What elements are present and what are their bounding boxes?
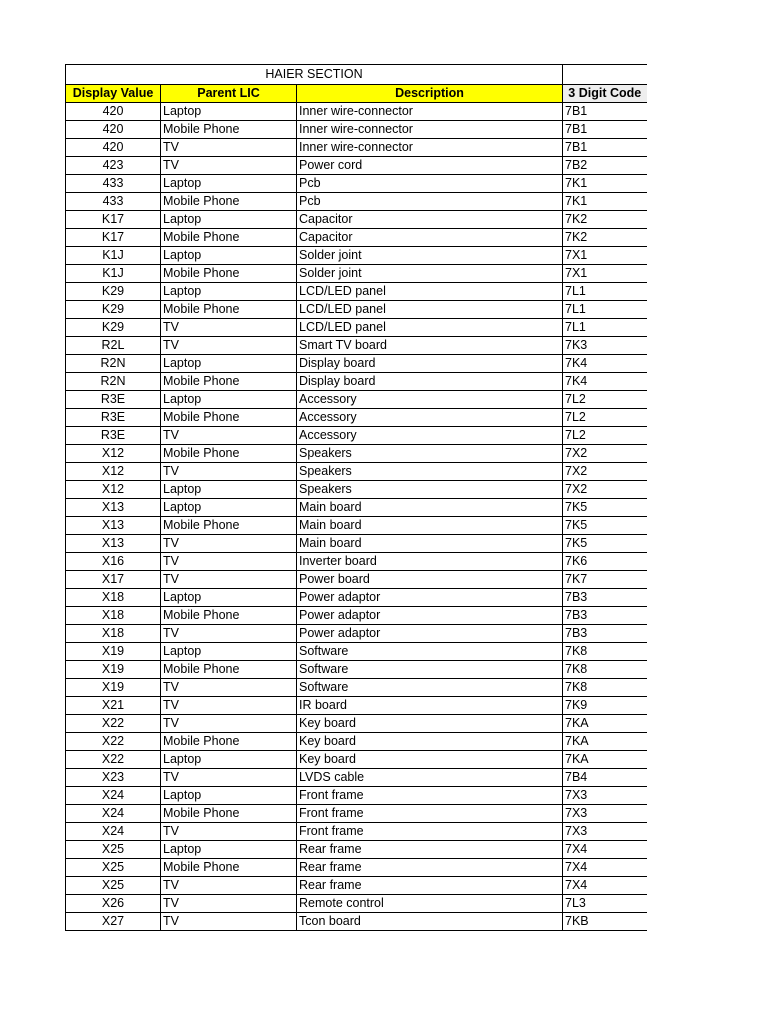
cell-parent-lic: Mobile Phone [161, 661, 297, 679]
cell-description: Accessory [297, 391, 563, 409]
cell-3-digit-code: 7K5 [563, 517, 647, 535]
cell-description: Main board [297, 517, 563, 535]
cell-3-digit-code: 7L3 [563, 895, 647, 913]
table-row [66, 301, 647, 319]
cell-display-value: X12 [66, 445, 161, 463]
cell-parent-lic: TV [161, 571, 297, 589]
cell-parent-lic: TV [161, 463, 297, 481]
cell-parent-lic: Mobile Phone [161, 193, 297, 211]
cell-3-digit-code: 7X4 [563, 877, 647, 895]
table-row [66, 499, 647, 517]
cell-3-digit-code: 7B3 [563, 589, 647, 607]
cell-description: Capacitor [297, 211, 563, 229]
cell-display-value: X19 [66, 679, 161, 697]
cell-parent-lic: Mobile Phone [161, 265, 297, 283]
cell-3-digit-code: 7B1 [563, 103, 647, 121]
header-display-value: Display Value [66, 85, 161, 103]
cell-description: Accessory [297, 409, 563, 427]
table-row [66, 463, 647, 481]
cell-3-digit-code: 7K2 [563, 229, 647, 247]
table-row [66, 553, 647, 571]
cell-display-value: X18 [66, 625, 161, 643]
cell-display-value: X18 [66, 607, 161, 625]
cell-description: Power board [297, 571, 563, 589]
cell-parent-lic: Laptop [161, 211, 297, 229]
cell-display-value: X13 [66, 499, 161, 517]
cell-description: Display board [297, 355, 563, 373]
cell-description: Remote control [297, 895, 563, 913]
cell-parent-lic: Mobile Phone [161, 301, 297, 319]
cell-description: Software [297, 679, 563, 697]
cell-3-digit-code: 7K4 [563, 355, 647, 373]
cell-3-digit-code: 7X3 [563, 823, 647, 841]
table-row [66, 589, 647, 607]
haier-section-table [65, 64, 647, 931]
table-row [66, 823, 647, 841]
cell-parent-lic: Mobile Phone [161, 121, 297, 139]
cell-display-value: 420 [66, 103, 161, 121]
cell-parent-lic: Mobile Phone [161, 445, 297, 463]
cell-3-digit-code: 7X2 [563, 445, 647, 463]
cell-parent-lic: Laptop [161, 499, 297, 517]
cell-description: LVDS cable [297, 769, 563, 787]
cell-parent-lic: Mobile Phone [161, 805, 297, 823]
cell-3-digit-code: 7K4 [563, 373, 647, 391]
cell-parent-lic: Laptop [161, 283, 297, 301]
header-row [66, 85, 647, 103]
cell-description: Inner wire-connector [297, 121, 563, 139]
cell-description: Front frame [297, 805, 563, 823]
cell-parent-lic: Mobile Phone [161, 409, 297, 427]
cell-display-value: 420 [66, 139, 161, 157]
cell-description: Solder joint [297, 265, 563, 283]
table-row [66, 481, 647, 499]
cell-3-digit-code: 7X3 [563, 805, 647, 823]
cell-description: Power adaptor [297, 607, 563, 625]
cell-display-value: X24 [66, 805, 161, 823]
table-row [66, 139, 647, 157]
table-row [66, 805, 647, 823]
table-row [66, 607, 647, 625]
table-row [66, 175, 647, 193]
cell-description: Software [297, 643, 563, 661]
cell-parent-lic: TV [161, 427, 297, 445]
table-row [66, 355, 647, 373]
cell-description: Power cord [297, 157, 563, 175]
cell-description: Inner wire-connector [297, 103, 563, 121]
cell-display-value: X13 [66, 535, 161, 553]
cell-description: LCD/LED panel [297, 283, 563, 301]
cell-parent-lic: Mobile Phone [161, 517, 297, 535]
cell-3-digit-code: 7X2 [563, 463, 647, 481]
cell-parent-lic: Mobile Phone [161, 607, 297, 625]
cell-parent-lic: TV [161, 679, 297, 697]
cell-parent-lic: TV [161, 625, 297, 643]
table-row [66, 787, 647, 805]
cell-description: Pcb [297, 175, 563, 193]
header-description: Description [297, 85, 563, 103]
cell-3-digit-code: 7L2 [563, 409, 647, 427]
table-row [66, 373, 647, 391]
cell-description: Power adaptor [297, 625, 563, 643]
cell-description: IR board [297, 697, 563, 715]
cell-display-value: X13 [66, 517, 161, 535]
cell-3-digit-code: 7B3 [563, 625, 647, 643]
table-row [66, 733, 647, 751]
table-row [66, 391, 647, 409]
cell-3-digit-code: 7KA [563, 733, 647, 751]
cell-3-digit-code: 7B1 [563, 121, 647, 139]
table-row [66, 283, 647, 301]
cell-parent-lic: TV [161, 337, 297, 355]
table-row [66, 535, 647, 553]
table-title: HAIER SECTION [66, 65, 563, 85]
cell-description: Smart TV board [297, 337, 563, 355]
cell-display-value: 420 [66, 121, 161, 139]
cell-description: Tcon board [297, 913, 563, 931]
cell-description: Front frame [297, 823, 563, 841]
cell-parent-lic: Mobile Phone [161, 373, 297, 391]
cell-display-value: R2N [66, 373, 161, 391]
cell-parent-lic: Laptop [161, 175, 297, 193]
table-row [66, 193, 647, 211]
cell-display-value: 433 [66, 175, 161, 193]
cell-parent-lic: TV [161, 157, 297, 175]
cell-3-digit-code: 7X4 [563, 859, 647, 877]
cell-description: Capacitor [297, 229, 563, 247]
cell-display-value: X16 [66, 553, 161, 571]
cell-display-value: X19 [66, 643, 161, 661]
cell-3-digit-code: 7L1 [563, 319, 647, 337]
table-row [66, 679, 647, 697]
table-row [66, 661, 647, 679]
cell-description: Inner wire-connector [297, 139, 563, 157]
cell-display-value: X24 [66, 823, 161, 841]
cell-display-value: X21 [66, 697, 161, 715]
cell-description: Accessory [297, 427, 563, 445]
cell-3-digit-code: 7K2 [563, 211, 647, 229]
cell-display-value: K1J [66, 265, 161, 283]
title-row [66, 65, 647, 85]
cell-description: Main board [297, 499, 563, 517]
cell-parent-lic: Mobile Phone [161, 859, 297, 877]
cell-description: Front frame [297, 787, 563, 805]
cell-display-value: X25 [66, 877, 161, 895]
cell-display-value: 433 [66, 193, 161, 211]
table-row [66, 157, 647, 175]
table-row [66, 265, 647, 283]
cell-display-value: X12 [66, 463, 161, 481]
table-row [66, 337, 647, 355]
cell-display-value: R2N [66, 355, 161, 373]
cell-parent-lic: TV [161, 913, 297, 931]
cell-display-value: K17 [66, 211, 161, 229]
cell-parent-lic: Mobile Phone [161, 733, 297, 751]
table-row [66, 409, 647, 427]
cell-3-digit-code: 7X1 [563, 247, 647, 265]
cell-3-digit-code: 7L2 [563, 391, 647, 409]
cell-display-value: K17 [66, 229, 161, 247]
table-row [66, 697, 647, 715]
cell-parent-lic: Laptop [161, 589, 297, 607]
cell-3-digit-code: 7X2 [563, 481, 647, 499]
cell-parent-lic: TV [161, 139, 297, 157]
cell-parent-lic: TV [161, 535, 297, 553]
cell-3-digit-code: 7X3 [563, 787, 647, 805]
cell-parent-lic: Laptop [161, 355, 297, 373]
cell-display-value: X22 [66, 715, 161, 733]
cell-description: Key board [297, 751, 563, 769]
cell-description: Key board [297, 715, 563, 733]
cell-display-value: X27 [66, 913, 161, 931]
cell-3-digit-code: 7K3 [563, 337, 647, 355]
cell-3-digit-code: 7K6 [563, 553, 647, 571]
cell-parent-lic: Laptop [161, 841, 297, 859]
cell-parent-lic: TV [161, 319, 297, 337]
cell-3-digit-code: 7X1 [563, 265, 647, 283]
table-row [66, 445, 647, 463]
cell-display-value: R3E [66, 427, 161, 445]
cell-description: Rear frame [297, 859, 563, 877]
cell-3-digit-code: 7B1 [563, 139, 647, 157]
cell-parent-lic: Laptop [161, 751, 297, 769]
cell-3-digit-code: 7K9 [563, 697, 647, 715]
cell-3-digit-code: 7L1 [563, 301, 647, 319]
cell-description: Solder joint [297, 247, 563, 265]
cell-3-digit-code: 7K1 [563, 193, 647, 211]
title-row-spacer [563, 65, 647, 85]
cell-3-digit-code: 7K8 [563, 661, 647, 679]
cell-display-value: 423 [66, 157, 161, 175]
cell-description: Inverter board [297, 553, 563, 571]
header-3-digit-code: 3 Digit Code [563, 85, 647, 103]
table-row [66, 103, 647, 121]
cell-3-digit-code: 7B4 [563, 769, 647, 787]
cell-description: Speakers [297, 445, 563, 463]
cell-description: Rear frame [297, 841, 563, 859]
cell-parent-lic: Laptop [161, 391, 297, 409]
cell-display-value: X22 [66, 751, 161, 769]
cell-display-value: X25 [66, 841, 161, 859]
cell-display-value: K29 [66, 301, 161, 319]
cell-parent-lic: Laptop [161, 103, 297, 121]
cell-display-value: X26 [66, 895, 161, 913]
cell-description: Display board [297, 373, 563, 391]
table-row [66, 319, 647, 337]
cell-description: LCD/LED panel [297, 301, 563, 319]
cell-display-value: X18 [66, 589, 161, 607]
cell-3-digit-code: 7B3 [563, 607, 647, 625]
cell-3-digit-code: 7K5 [563, 535, 647, 553]
cell-parent-lic: TV [161, 553, 297, 571]
cell-description: Speakers [297, 481, 563, 499]
table-row [66, 751, 647, 769]
cell-3-digit-code: 7KB [563, 913, 647, 931]
cell-parent-lic: Laptop [161, 247, 297, 265]
cell-3-digit-code: 7L1 [563, 283, 647, 301]
cell-display-value: X24 [66, 787, 161, 805]
cell-parent-lic: TV [161, 895, 297, 913]
table-row [66, 877, 647, 895]
header-parent-lic: Parent LIC [161, 85, 297, 103]
cell-description: Key board [297, 733, 563, 751]
table-row [66, 247, 647, 265]
cell-3-digit-code: 7L2 [563, 427, 647, 445]
cell-parent-lic: TV [161, 823, 297, 841]
cell-parent-lic: Laptop [161, 643, 297, 661]
cell-parent-lic: TV [161, 877, 297, 895]
cell-3-digit-code: 7K8 [563, 679, 647, 697]
table-row [66, 229, 647, 247]
cell-parent-lic: TV [161, 715, 297, 733]
cell-parent-lic: TV [161, 697, 297, 715]
table-row [66, 859, 647, 877]
cell-display-value: X25 [66, 859, 161, 877]
cell-display-value: R3E [66, 409, 161, 427]
cell-3-digit-code: 7KA [563, 751, 647, 769]
cell-display-value: K1J [66, 247, 161, 265]
table-row [66, 643, 647, 661]
cell-display-value: K29 [66, 283, 161, 301]
cell-display-value: R2L [66, 337, 161, 355]
table-row [66, 841, 647, 859]
cell-display-value: X17 [66, 571, 161, 589]
table-row [66, 769, 647, 787]
cell-3-digit-code: 7K8 [563, 643, 647, 661]
table-row [66, 211, 647, 229]
cell-3-digit-code: 7K5 [563, 499, 647, 517]
table-row [66, 517, 647, 535]
table-row [66, 121, 647, 139]
table-row [66, 895, 647, 913]
cell-parent-lic: Mobile Phone [161, 229, 297, 247]
table-row [66, 427, 647, 445]
table-row [66, 625, 647, 643]
cell-parent-lic: TV [161, 769, 297, 787]
cell-parent-lic: Laptop [161, 481, 297, 499]
table-row [66, 715, 647, 733]
cell-description: Speakers [297, 463, 563, 481]
cell-3-digit-code: 7K7 [563, 571, 647, 589]
cell-description: Main board [297, 535, 563, 553]
cell-display-value: X22 [66, 733, 161, 751]
cell-description: Pcb [297, 193, 563, 211]
cell-display-value: K29 [66, 319, 161, 337]
cell-3-digit-code: 7KA [563, 715, 647, 733]
table-row [66, 913, 647, 931]
cell-description: Power adaptor [297, 589, 563, 607]
table-row [66, 571, 647, 589]
cell-parent-lic: Laptop [161, 787, 297, 805]
cell-display-value: R3E [66, 391, 161, 409]
cell-3-digit-code: 7K1 [563, 175, 647, 193]
cell-description: Software [297, 661, 563, 679]
cell-3-digit-code: 7B2 [563, 157, 647, 175]
cell-display-value: X19 [66, 661, 161, 679]
cell-3-digit-code: 7X4 [563, 841, 647, 859]
cell-description: LCD/LED panel [297, 319, 563, 337]
cell-description: Rear frame [297, 877, 563, 895]
cell-display-value: X23 [66, 769, 161, 787]
cell-display-value: X12 [66, 481, 161, 499]
